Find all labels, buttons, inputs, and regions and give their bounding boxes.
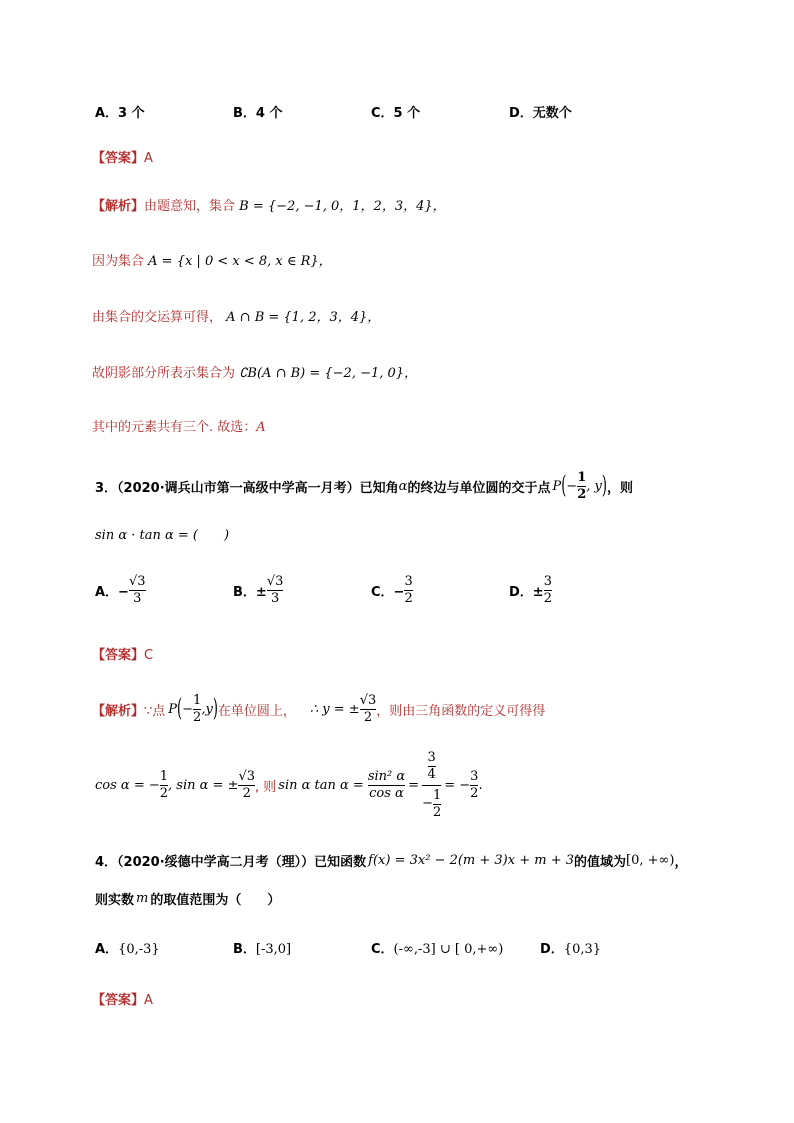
paren-right: ) (212, 695, 218, 724)
denominator: 2 (432, 804, 442, 820)
minus-sign: − (566, 479, 578, 494)
q3-option-b (233, 574, 283, 607)
numerator: √3 (359, 693, 377, 708)
q2-analysis-line-4 (92, 362, 417, 381)
analysis-text: , 则 (255, 779, 277, 795)
numerator: 3 (543, 574, 552, 589)
q3-stem-line-1: 3．（2020·调兵山市第一高级中学高一月考）已知角 α 的终边与单位圆的交于点 P ( − $\frac{1}{2}$ , y ) ，则 (95, 470, 633, 502)
q4-stem-line-1 (95, 851, 687, 870)
q3-stem-line-2 (95, 524, 229, 543)
fraction (577, 470, 586, 503)
option-label: C．− (371, 585, 405, 600)
question-stem: ，则 (606, 481, 633, 496)
product-expression: sin α tan α = (278, 777, 364, 793)
fraction (544, 574, 552, 607)
q3-option-a (95, 574, 146, 607)
question-stem: 4．（2020·绥德中学高二月考（理））已知函数 (95, 855, 367, 870)
analysis-text: 其中的元素共有三个. 故选： (92, 420, 257, 435)
option-value: (-∞,-3] ∪ [ 0,+∞) (393, 942, 504, 957)
y-var: y (594, 479, 602, 494)
q2-option-d: D．无数个 (509, 106, 572, 121)
fraction (193, 693, 201, 726)
option-label: D． (540, 942, 564, 957)
analysis-text: 在单位圆上， (217, 704, 296, 719)
trig-expression: sin α · tan α = ( ) (95, 528, 230, 543)
q2-analysis-line-1 (92, 195, 446, 214)
set-a-expression: A = {x | 0 < x < 8, x ∈ R}， (148, 254, 332, 269)
y-var: y (205, 702, 213, 717)
paren-right: ) (601, 472, 607, 501)
q4-option-d (540, 938, 601, 957)
denominator: 4 (427, 766, 436, 782)
fraction-bar (422, 785, 441, 786)
paren-left: ( (561, 472, 567, 501)
set-b-expression: B = {−2, −1, 0，1，2，3，4}， (239, 199, 446, 214)
q2-answer (92, 147, 153, 166)
q3-analysis-line-2: cos α = − $\frac{1}{2}$ , sin α = ± $\frac{√3}{2}$ , 则 sin α tan α = $\frac{\text{sin² α}}{\text{cos α}}$ = $\frac{3}{4}$ − $\frac{1}{2}$ = − $\frac{3}{2}$ . (95, 749, 483, 820)
q2-option-b: B．4 个 (233, 106, 283, 121)
numerator: 3 (470, 768, 479, 784)
analysis-text: 由题意知，集合 (144, 199, 236, 214)
option-value: {0,3} (563, 942, 602, 957)
denominator: 2 (159, 785, 169, 801)
denominator: 2 (470, 785, 479, 801)
question-stem: 的值域为 (574, 855, 627, 870)
denominator: 3 (270, 591, 280, 606)
option-label: D．± (509, 585, 544, 600)
equals: = − (444, 777, 471, 793)
fraction (267, 574, 284, 607)
q4-stem-line-2 (95, 889, 280, 908)
analysis-text: ∵点 (144, 704, 166, 719)
cos-expression: cos α = − (95, 777, 160, 793)
q3-option-d (509, 574, 552, 607)
answer-tag: 【答案】 (92, 151, 145, 166)
denominator: 2 (363, 710, 373, 725)
numerator: 1 (193, 693, 202, 708)
q2-analysis-line-2 (92, 250, 332, 269)
fraction (160, 769, 168, 802)
analysis-text: 因为集合 (92, 254, 145, 269)
range-expression: [0, +∞) (626, 853, 675, 868)
answer-value: C (144, 648, 154, 663)
numerator: 1 (159, 768, 169, 784)
option-label: B． (233, 942, 256, 957)
compound-fraction (422, 750, 441, 821)
sin-expression: , sin α = ± (168, 777, 239, 793)
answer-tag: 【答案】 (92, 993, 145, 1008)
question-stem: 3．（2020·调兵山市第一高级中学高一月考）已知角 (95, 481, 399, 496)
numerator: 3 (427, 749, 436, 765)
numerator: 1 (432, 787, 442, 803)
option-value: [-3,0] (255, 942, 292, 957)
analysis-choice: A (256, 420, 266, 435)
analysis-text: 由集合的交运算可得， (92, 310, 223, 325)
q2-option-a: A．3 个 (95, 106, 145, 121)
answer-value: A (144, 151, 153, 166)
q2-analysis-line-3 (92, 306, 380, 325)
fraction (129, 574, 146, 607)
option-label: C． (371, 942, 394, 957)
fraction (238, 769, 255, 802)
analysis-text: ，则由三角函数的定义可得得 (376, 704, 546, 719)
question-stem: 的取值范围为（ ） (150, 893, 281, 908)
minus-sign: − (182, 702, 194, 717)
y-expression: ∴ y = ± (309, 702, 360, 717)
fraction (470, 769, 478, 802)
fraction (428, 750, 436, 783)
complement-expression: ∁B(A ∩ B) = {−2, −1, 0}， (239, 366, 418, 381)
q3-answer (92, 644, 153, 663)
question-stem: 则实数 (95, 893, 135, 908)
option-value: {0,-3} (118, 942, 160, 957)
numerator: √3 (238, 768, 256, 784)
analysis-tag: 【解析】 (92, 704, 145, 719)
q3-analysis-line-1: 【解析】 ∵点 P ( − $\frac{1}{2}$ , y ) 在单位圆上， ∴ y = ± $\frac{√3}{2}$ ，则由三角函数的定义可得得 (92, 693, 546, 725)
q3-option-c (371, 574, 413, 607)
point-p: P (552, 479, 562, 494)
denominator: 3 (133, 591, 142, 606)
minus-sign: − (422, 796, 433, 811)
denominator: 2 (577, 487, 587, 502)
question-stem: 的终边与单位圆的交于点 (407, 481, 551, 496)
numerator: 3 (404, 574, 413, 589)
denominator: 2 (404, 591, 413, 606)
answer-value: A (144, 993, 153, 1008)
option-label: B．± (233, 585, 267, 600)
fraction (368, 769, 405, 802)
fraction (360, 693, 377, 726)
function-expression: f(x) = 3x² − 2(m + 3)x + m + 3 (368, 853, 575, 868)
numerator: sin² α (367, 768, 406, 784)
analysis-text: 故阴影部分所表示集合为 (92, 366, 236, 381)
analysis-tag: 【解析】 (92, 199, 145, 214)
denominator: 2 (543, 591, 552, 606)
denominator: cos α (369, 785, 404, 801)
q2-analysis-line-5 (92, 416, 266, 435)
m-var: m (136, 891, 149, 906)
numerator: 1 (577, 470, 587, 485)
denominator: 2 (193, 710, 202, 725)
q4-option-a (95, 938, 160, 957)
q4-option-b (233, 938, 291, 957)
point-p: P (168, 702, 178, 717)
fraction (433, 788, 441, 821)
numerator: √3 (266, 574, 284, 589)
fraction (404, 574, 412, 607)
q4-answer (92, 989, 153, 1008)
q2-option-c: C．5 个 (371, 106, 421, 121)
intersection-expression: A ∩ B = {1, 2，3，4}， (226, 310, 381, 325)
denominator: 2 (242, 785, 251, 801)
period: . (478, 777, 483, 793)
answer-tag: 【答案】 (92, 648, 145, 663)
paren-left: ( (177, 695, 183, 724)
question-stem: ， (674, 855, 688, 870)
numerator: √3 (128, 574, 146, 589)
q4-option-c (371, 938, 503, 957)
option-label: A．− (95, 585, 129, 600)
option-label: A． (95, 942, 119, 957)
alpha-symbol: α (398, 479, 408, 494)
